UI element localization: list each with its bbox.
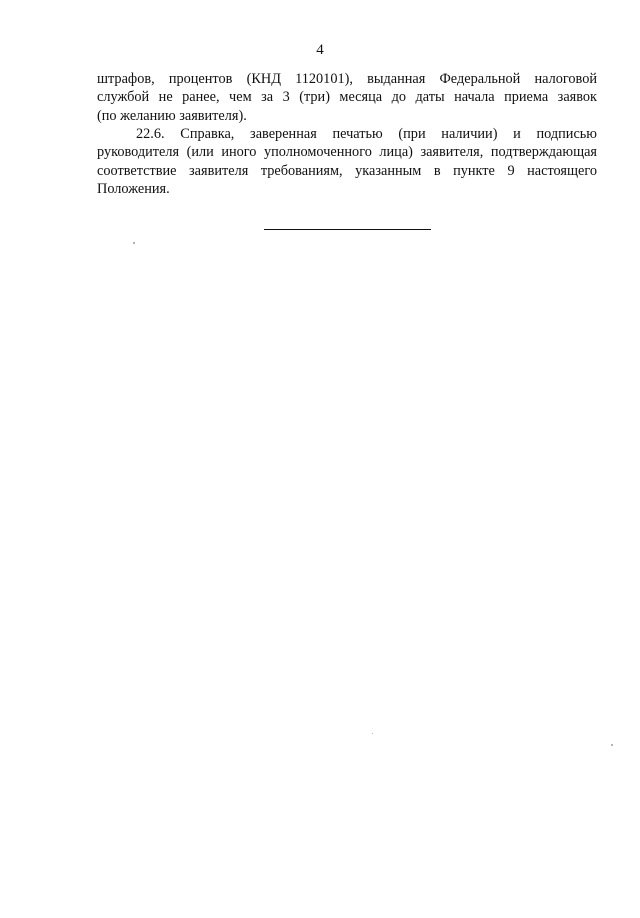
paragraph-line: службой не ранее, чем за 3 (три) месяца до даты начала приема заявок [97, 89, 597, 106]
paragraph-line: (по желанию заявителя). [97, 107, 247, 124]
paragraph-line: соответствие заявителя требованиям, указанным в пункте 9 настоящего [97, 162, 597, 179]
paragraph-line: Положения. [97, 181, 170, 198]
paragraph-continuation [97, 70, 597, 125]
page-number: 4 [316, 42, 324, 58]
scan-speck [611, 744, 613, 746]
paragraph-item-22-6 [97, 125, 597, 199]
paragraph-line: 22.6. Справка, заверенная печатью (при наличии) и подписью [136, 126, 597, 142]
scan-speck [372, 733, 373, 734]
paragraph-line: руководителя (или иного уполномоченного лица) заявителя, подтверждающая [97, 144, 597, 161]
scan-speck [133, 242, 135, 244]
paragraph-line: штрафов, процентов (КНД 1120101), выданная Федеральной налоговой [97, 71, 597, 87]
end-of-document-rule [264, 229, 431, 230]
